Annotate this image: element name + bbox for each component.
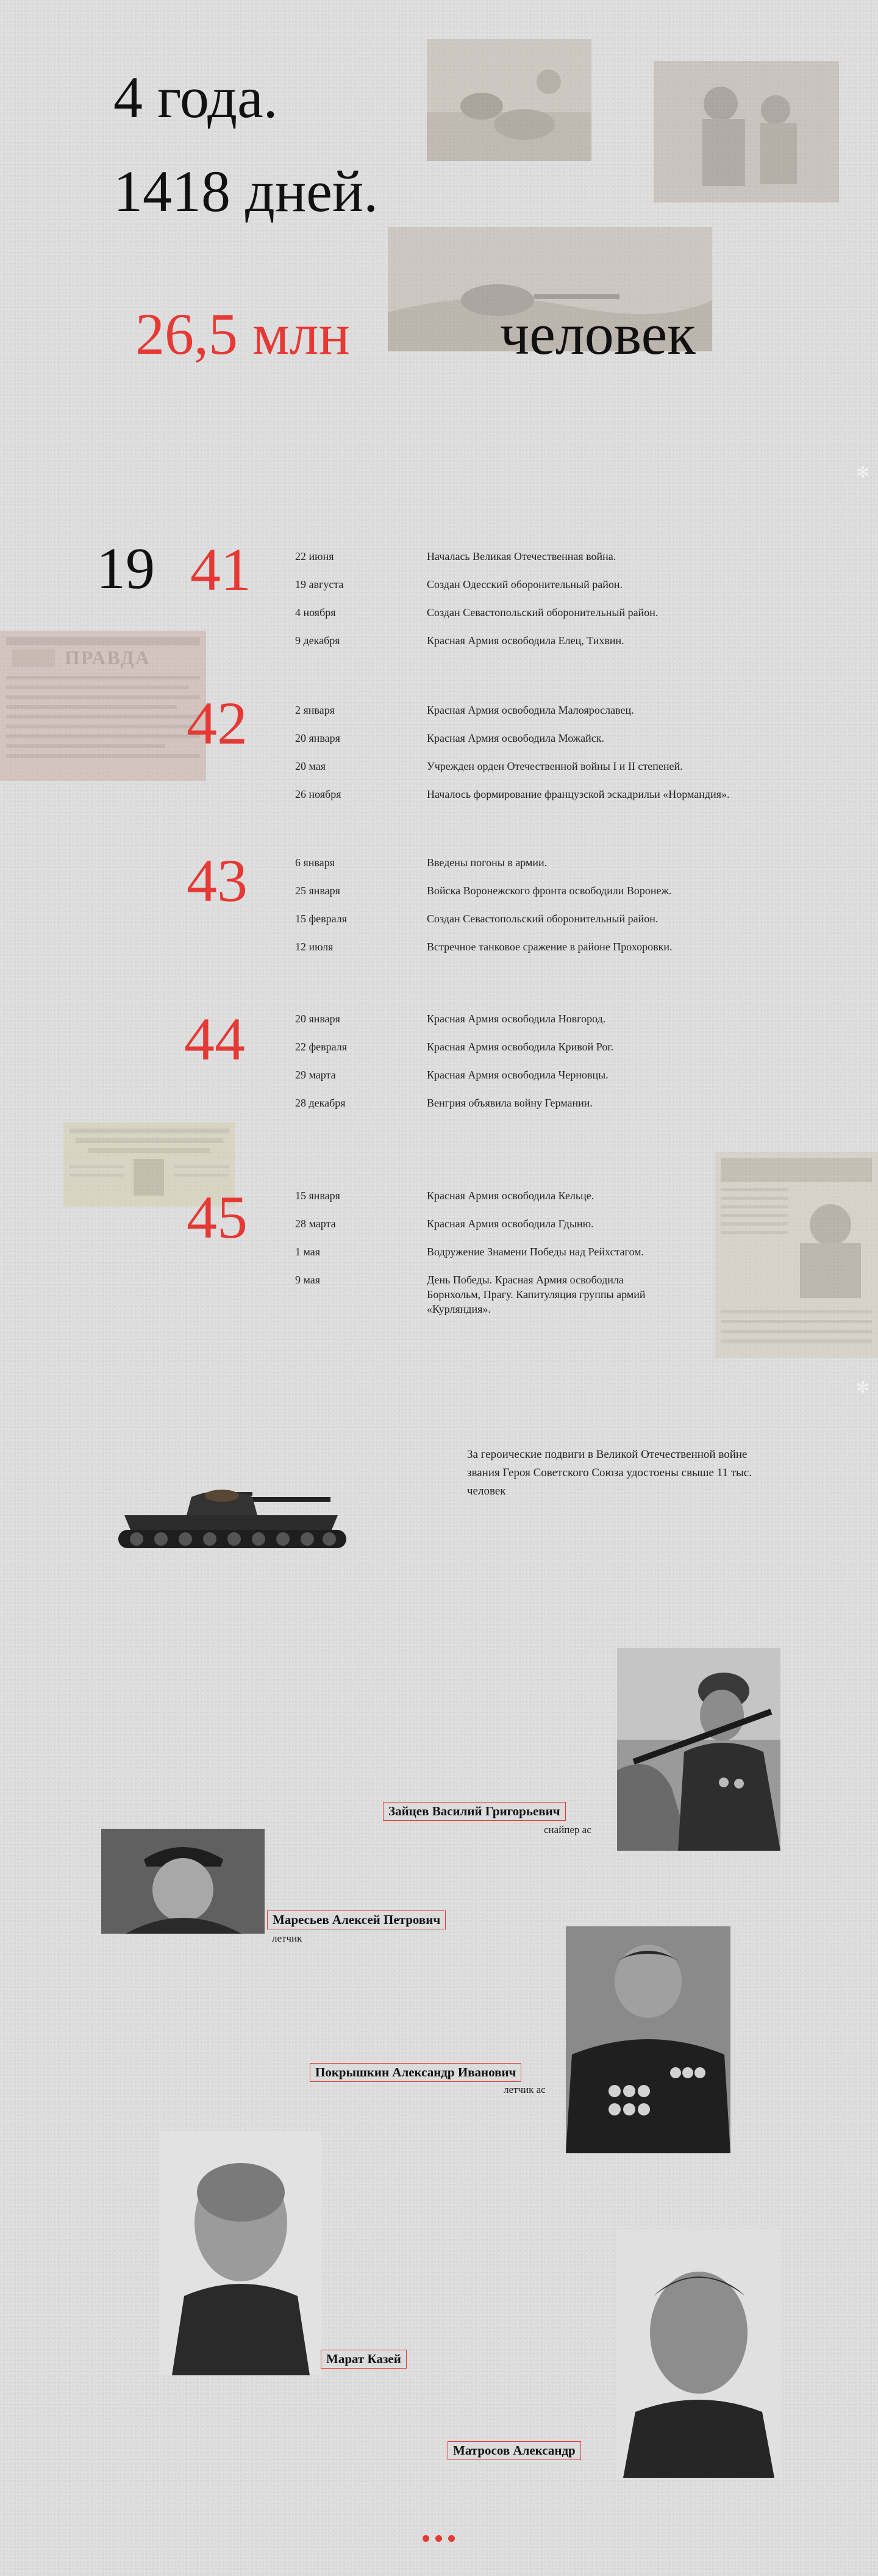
event-date: 9 мая — [295, 1274, 321, 1286]
event-text: Красная Армия освободила Елец, Тихвин. — [427, 634, 624, 647]
timeline-events-1944 — [295, 1011, 832, 1124]
event-date: 29 марта — [295, 1069, 336, 1081]
event-text: Создан Севастопольский оборонительный район. — [427, 913, 659, 925]
newspaper-clipping — [0, 631, 206, 781]
event-date: 22 февраля — [295, 1041, 348, 1053]
event-date: 15 февраля — [295, 913, 348, 925]
portrait-matrosov — [617, 2229, 780, 2478]
event-date: 28 марта — [295, 1218, 336, 1230]
event-date: 22 июня — [295, 550, 334, 562]
event-text: Красная Армия освободила Кривой Рог. — [427, 1041, 614, 1053]
event-text: Учрежден орден Отечественной войны I и II степеней. — [427, 760, 683, 772]
event-date: 26 ноября — [295, 788, 341, 800]
timeline-year-prefix: 19 — [96, 536, 155, 601]
timeline-event — [295, 731, 832, 745]
pagination-dot[interactable] — [423, 2535, 429, 2542]
hero-casualties-label: человек — [500, 301, 696, 367]
timeline-year-1944: 44 — [184, 1005, 245, 1073]
timeline-event — [295, 883, 832, 898]
pagination-dot[interactable] — [435, 2535, 442, 2542]
event-date: 19 августа — [295, 578, 344, 590]
hero-name-pokryshkin: Покрышкин Александр Иванович — [310, 2063, 521, 2082]
event-text: Встречное танковое сражение в районе Прохоровки. — [427, 941, 673, 953]
event-text: Красная Армия освободила Кельце. — [427, 1189, 594, 1202]
event-text: Создан Севастопольский оборонительный район. — [427, 606, 659, 619]
event-text: Красная Армия освободила Можайск. — [427, 732, 605, 744]
event-text: Водружение Знамени Победы над Рейхстагом. — [427, 1246, 644, 1258]
hero-name-marat-kazei: Марат Казей — [321, 2350, 407, 2369]
event-date: 6 января — [295, 856, 335, 869]
hero-role-maresyev: летчик — [272, 1932, 302, 1944]
event-text: Создан Одесский оборонительный район. — [427, 578, 623, 590]
hero-name-matrosov: Матросов Александр — [448, 2441, 581, 2460]
newspaper-masthead: ПРАВДА — [65, 647, 151, 669]
hero-name-maresyev: Маресьев Алексей Петрович — [267, 1910, 446, 1929]
gear-icon: ✻ — [856, 1379, 869, 1396]
event-date: 20 мая — [295, 760, 326, 772]
event-date: 15 января — [295, 1189, 340, 1202]
hero-days: 1418 дней. — [113, 159, 379, 224]
event-text: Красная Армия освободила Новгород. — [427, 1013, 606, 1025]
event-text: Началось формирование французской эскадрильи «Нормандия». — [427, 788, 730, 800]
timeline-event — [295, 855, 832, 870]
timeline-event — [295, 605, 832, 620]
timeline-events-1945 — [295, 1188, 832, 1330]
event-date: 20 января — [295, 732, 340, 744]
event-date: 2 января — [295, 704, 335, 716]
event-date: 4 ноября — [295, 606, 336, 619]
timeline-event — [295, 1272, 673, 1316]
timeline-event — [295, 1039, 832, 1054]
timeline-year-1941: 41 — [190, 536, 251, 603]
timeline-event — [295, 1067, 832, 1082]
portrait-marat-kazei — [160, 2131, 322, 2375]
timeline-year-1943: 43 — [187, 847, 248, 914]
war-photo-soldiers-group — [654, 61, 839, 203]
event-date: 1 мая — [295, 1246, 321, 1258]
event-date: 28 декабря — [295, 1097, 346, 1109]
timeline-event — [295, 549, 832, 564]
timeline-event — [295, 759, 832, 773]
timeline-event — [295, 1216, 832, 1231]
event-text: Введены погоны в армии. — [427, 856, 548, 869]
event-text: Красная Армия освободила Черновцы. — [427, 1069, 609, 1081]
hero-role-zaitsev: снайпер ас — [544, 1824, 591, 1835]
timeline-event — [295, 911, 832, 926]
portrait-maresyev — [101, 1829, 265, 1934]
timeline-event — [295, 1011, 832, 1026]
event-date: 25 января — [295, 884, 340, 897]
timeline-year-1942: 42 — [187, 689, 248, 757]
event-text: Венгрия объявила войну Германии. — [427, 1097, 593, 1109]
timeline-events-1943 — [295, 855, 832, 967]
war-photo-soldiers-field — [427, 39, 591, 161]
hero-role-pokryshkin: летчик ас — [504, 2084, 546, 2095]
heroes-intro-text: За героические подвиги в Великой Отечественной войне звания Героя Советского Союза удостоены свыше 11 тыс. человек — [467, 1448, 752, 1498]
timeline-event — [295, 703, 832, 717]
timeline-event — [295, 633, 832, 648]
timeline-event — [295, 577, 832, 592]
event-text: Началась Великая Отечественная война. — [427, 550, 616, 562]
hero-casualties-number: 26,5 млн — [135, 301, 351, 367]
pagination-dots[interactable] — [423, 2535, 455, 2542]
hero-years: 4 года. — [113, 65, 278, 130]
event-text: Красная Армия освободила Малоярославец. — [427, 704, 634, 716]
gear-icon: ✻ — [856, 464, 869, 481]
timeline-event — [295, 1244, 832, 1259]
event-text: День Победы. Красная Армия освободила Борнхольм, Прагу. Капитуляция группы армий «Курляндия». — [427, 1274, 646, 1315]
event-text: Красная Армия освободила Гдыню. — [427, 1218, 594, 1230]
event-date: 12 июля — [295, 941, 334, 953]
tank-image — [118, 1479, 346, 1554]
event-text: Войска Воронежского фронта освободили Воронеж. — [427, 884, 672, 897]
portrait-pokryshkin — [566, 1926, 730, 2153]
timeline-event — [295, 939, 832, 954]
timeline-event — [295, 1188, 832, 1203]
portrait-zaitsev — [617, 1648, 780, 1851]
timeline-year-1945: 45 — [187, 1183, 248, 1251]
event-date: 9 декабря — [295, 634, 340, 647]
timeline-event — [295, 787, 832, 802]
timeline-event — [295, 1096, 832, 1110]
event-date: 20 января — [295, 1013, 340, 1025]
pagination-dot[interactable] — [448, 2535, 455, 2542]
timeline-events-1941 — [295, 549, 832, 661]
timeline-events-1942 — [295, 703, 832, 815]
hero-name-zaitsev: Зайцев Василий Григорьевич — [383, 1802, 566, 1821]
